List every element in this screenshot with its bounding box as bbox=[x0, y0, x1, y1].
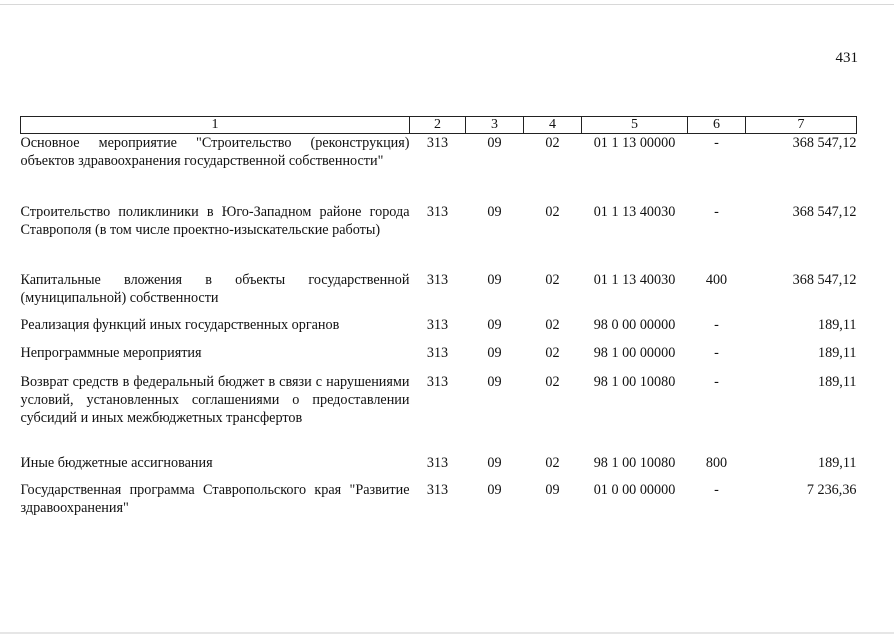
scan-edge-bottom bbox=[0, 632, 894, 634]
row-expense-type: - bbox=[714, 481, 719, 498]
row-name: Основное мероприятие "Строительство (реконструкция) объектов здравоохранения государственной собственности" bbox=[20, 135, 410, 169]
row-amount: 189,11 bbox=[818, 454, 857, 471]
row-subsection-code: 02 bbox=[545, 271, 560, 288]
row-name: Иные бюджетные ассигнования bbox=[20, 454, 213, 471]
row-amount: 189,11 bbox=[818, 316, 857, 333]
table-row bbox=[21, 481, 857, 521]
column-header-5: 5 bbox=[582, 117, 688, 134]
row-amount: 7 236,36 bbox=[806, 481, 857, 498]
table-row bbox=[21, 203, 857, 271]
row-amount: 368 547,12 bbox=[792, 203, 857, 220]
row-subsection-code: 02 bbox=[545, 316, 560, 333]
row-expense-type: - bbox=[714, 203, 719, 220]
column-header-7: 7 bbox=[746, 117, 857, 134]
row-subsection-code: 02 bbox=[545, 373, 560, 390]
row-subsection-code: 02 bbox=[545, 454, 560, 471]
row-expense-type: - bbox=[714, 373, 719, 390]
row-name: Строительство поликлиники в Юго-Западном районе города Ставрополя (в том числе проектно-изыскательские работы) bbox=[20, 203, 410, 238]
row-amount: 368 547,12 bbox=[792, 271, 857, 288]
column-header-6: 6 bbox=[688, 117, 746, 134]
row-name: Непрограммные мероприятия bbox=[20, 344, 202, 361]
row-ministry-code: 313 bbox=[426, 203, 449, 220]
row-amount: 189,11 bbox=[818, 373, 857, 390]
row-ministry-code: 313 bbox=[426, 373, 449, 390]
table-row bbox=[21, 134, 857, 203]
row-expense-type: - bbox=[714, 344, 719, 361]
row-section-code: 09 bbox=[487, 271, 502, 288]
header-row bbox=[21, 117, 857, 134]
row-expense-type: - bbox=[714, 316, 719, 333]
row-target-article: 98 0 00 00000 bbox=[593, 316, 676, 333]
row-name: Возврат средств в федеральный бюджет в связи с нарушениями условий, установленных соглашениями о предоставлении субсидий и иных межбюджетных трансфертов bbox=[20, 373, 410, 426]
column-header-4: 4 bbox=[524, 117, 582, 134]
budget-table bbox=[20, 116, 857, 521]
row-amount: 368 547,12 bbox=[792, 135, 857, 151]
row-target-article: 01 1 13 00000 bbox=[593, 135, 676, 151]
row-target-article: 98 1 00 10080 bbox=[593, 454, 676, 471]
row-section-code: 09 bbox=[487, 203, 502, 220]
scan-edge-top bbox=[0, 4, 894, 5]
table-row bbox=[21, 344, 857, 373]
table-row bbox=[21, 454, 857, 481]
row-amount: 189,11 bbox=[818, 344, 857, 361]
row-expense-type: 400 bbox=[705, 271, 728, 288]
row-subsection-code: 09 bbox=[545, 481, 560, 498]
row-name: Реализация функций иных государственных органов bbox=[20, 316, 340, 333]
row-name: Государственная программа Ставропольского края "Развитие здравоохранения" bbox=[20, 481, 410, 516]
row-ministry-code: 313 bbox=[426, 481, 449, 498]
row-expense-type: 800 bbox=[705, 454, 728, 471]
row-ministry-code: 313 bbox=[426, 271, 449, 288]
row-subsection-code: 02 bbox=[545, 203, 560, 220]
row-ministry-code: 313 bbox=[426, 454, 449, 471]
row-section-code: 09 bbox=[487, 373, 502, 390]
row-target-article: 98 1 00 00000 bbox=[593, 344, 676, 361]
row-name: Капитальные вложения в объекты государственной (муниципальной) собственности bbox=[20, 271, 410, 306]
row-section-code: 09 bbox=[487, 344, 502, 361]
row-section-code: 09 bbox=[487, 316, 502, 333]
table-row bbox=[21, 373, 857, 454]
row-ministry-code: 313 bbox=[426, 316, 449, 333]
row-subsection-code: 02 bbox=[545, 344, 560, 361]
row-target-article: 01 1 13 40030 bbox=[593, 203, 676, 220]
row-subsection-code: 02 bbox=[545, 135, 560, 151]
row-ministry-code: 313 bbox=[426, 135, 449, 151]
column-header-3: 3 bbox=[466, 117, 524, 134]
table-row bbox=[21, 271, 857, 316]
column-header-1: 1 bbox=[21, 117, 410, 134]
row-section-code: 09 bbox=[487, 481, 502, 498]
row-expense-type: - bbox=[714, 135, 719, 151]
row-ministry-code: 313 bbox=[426, 344, 449, 361]
table-row bbox=[21, 316, 857, 344]
row-target-article: 01 0 00 00000 bbox=[593, 481, 676, 498]
row-target-article: 01 1 13 40030 bbox=[593, 271, 676, 288]
row-target-article: 98 1 00 10080 bbox=[593, 373, 676, 390]
row-section-code: 09 bbox=[487, 135, 502, 151]
column-header-2: 2 bbox=[410, 117, 466, 134]
page-number: 431 bbox=[835, 50, 858, 66]
row-section-code: 09 bbox=[487, 454, 502, 471]
